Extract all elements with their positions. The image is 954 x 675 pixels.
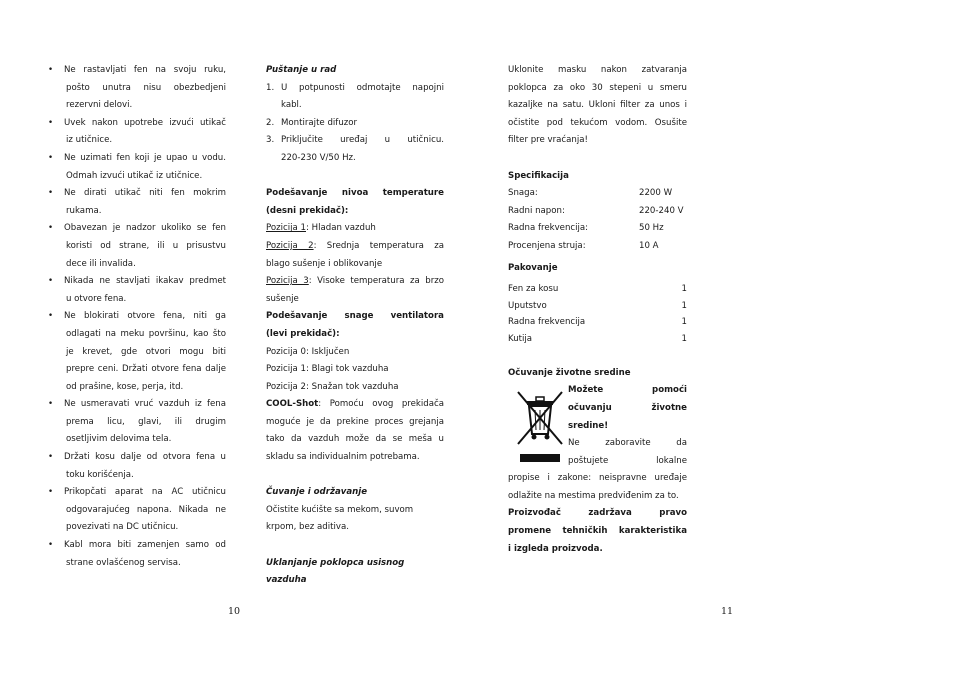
fan-title-2: (levi prekidač): (266, 328, 340, 339)
filter-title-1: Uklanjanje poklopca usisnog (266, 557, 405, 568)
spec-value: 50 Hz (639, 223, 664, 234)
safety-line: rukama. (66, 205, 102, 216)
crossed-bin-icon (508, 382, 568, 470)
safety-list (48, 62, 226, 572)
safety-line: iz utičnice. (66, 135, 113, 146)
spec-title: Specifikacija (508, 170, 569, 181)
bullet-icon: • (48, 188, 54, 199)
spec-row (508, 203, 687, 221)
step-number: 3. (266, 135, 275, 146)
fan-pos-2: Pozicija 2: Snažan tok vazduha (266, 381, 399, 392)
safety-item (48, 308, 226, 396)
safety-line: osetljivim delovima tela. (66, 434, 172, 445)
safety-line: Ne uzimati fen koji je upao u vodu. (64, 152, 226, 163)
pack-qty: 1 (681, 284, 687, 295)
pack-title: Pakovanje (508, 262, 558, 273)
cool-shot-line-4: skladu sa individualnim potrebama. (266, 452, 420, 463)
pack-table (508, 281, 687, 347)
fan-pos-1: Pozicija 1: Blagi tok vazduha (266, 364, 389, 375)
pack-qty: 1 (681, 333, 687, 344)
safety-line: od prašine, kose, perja, itd. (66, 381, 184, 392)
spec-row (508, 238, 687, 256)
bullet-icon: • (48, 487, 54, 498)
page-number-left: 10 (228, 606, 241, 617)
safety-line: prepre ceni. Držati otvore fena dalje (66, 364, 226, 375)
filter-line-1: Uklonite masku nakon zatvaranja (508, 65, 687, 75)
bullet-icon: • (48, 117, 54, 128)
safety-line: toku korišćenja. (66, 469, 134, 480)
temp-title-2: (desni prekidač): (266, 205, 349, 216)
spec-key: Snaga: (508, 188, 538, 199)
bullet-icon: • (48, 399, 54, 410)
maker-line-3: i izgleda proizvoda. (508, 543, 603, 554)
cool-shot-line-2: moguće je da prekine proces grejanja (266, 416, 444, 427)
pack-qty: 1 (681, 317, 687, 328)
care-line-1: Očistite kućište sa mekom, suvom (266, 504, 414, 515)
step-number: 2. (266, 117, 275, 128)
temp-pos-2: Pozicija 2: Srednja temperatura za (266, 240, 444, 251)
operation-column (266, 62, 444, 590)
env-bold-1: Možete pomoći (568, 385, 687, 396)
spec-value: 10 A (639, 240, 659, 251)
step-line: Montirajte difuzor (281, 117, 358, 128)
cool-shot-line-1: COOL-Shot: Pomoću ovog prekidača (266, 399, 444, 410)
env-bold-2: očuvanju životne (568, 402, 687, 413)
pack-item: Uputstvo (508, 300, 547, 311)
spec-key: Radna frekvencija: (508, 223, 589, 234)
safety-line: povezivati na DC utičnicu. (66, 522, 179, 533)
env-title: Očuvanje životne sredine (508, 367, 631, 378)
pack-row (508, 331, 687, 348)
safety-item (48, 150, 226, 185)
spec-value: 220-240 V (639, 205, 684, 216)
safety-line: Obavezan je nadzor ukoliko se fen (64, 223, 226, 234)
env-line-1: Ne zaboravite da (568, 438, 687, 449)
fan-title-1: Podešavanje snage ventilatora (266, 311, 444, 322)
bullet-icon: • (48, 65, 54, 75)
spec-row (508, 185, 687, 203)
spec-key: Radni napon: (508, 205, 565, 216)
safety-column (48, 62, 226, 572)
safety-line: koristi od strane, ili u prisustvu (66, 240, 226, 251)
fan-pos-0: Pozicija 0: Isključen (266, 346, 350, 357)
pack-qty: 1 (681, 300, 687, 311)
spec-table (508, 185, 687, 255)
temp-pos-3-cont: sušenje (266, 293, 299, 304)
env-line-2: poštujete lokalne (568, 455, 687, 466)
start-step (266, 80, 444, 115)
pack-row (508, 314, 687, 331)
safety-line: prema licu, glavi, ili drugim (66, 416, 226, 427)
temp-pos-1: Pozicija 1: Hladan vazduh (266, 223, 376, 234)
safety-item (48, 115, 226, 150)
safety-line: Ne rastavljati fen na svoju ruku, (64, 65, 226, 75)
safety-line: rezervni delovi. (66, 100, 133, 111)
pack-row (508, 298, 687, 315)
bullet-icon: • (48, 276, 54, 287)
safety-item (48, 220, 226, 273)
safety-item (48, 396, 226, 449)
cool-shot-line-3: tako da vazduh može da se meša u (266, 434, 444, 445)
safety-line: odgovarajućeg napona. Nikada ne (66, 504, 226, 515)
care-title: Čuvanje i održavanje (266, 487, 368, 498)
start-steps (266, 80, 444, 168)
safety-line: odlagati na meku površinu, kao što (66, 328, 226, 339)
maker-line-1: Proizvođač zadržava pravo (508, 508, 687, 519)
start-step (266, 115, 444, 133)
pack-item: Fen za kosu (508, 284, 559, 295)
safety-line: u otvore fena. (66, 293, 127, 304)
spec-key: Procenjena struja: (508, 240, 586, 251)
pack-item: Kutija (508, 333, 533, 344)
spec-value: 2200 W (639, 188, 673, 199)
env-line-4: odlažite na mestima predviđenim za to. (508, 490, 679, 501)
safety-line: Ne usmeravati vruć vazduh iz fena (64, 399, 226, 410)
safety-line: je krevet, gde otvori mogu biti (66, 346, 226, 357)
pack-item: Radna frekvencija (508, 317, 586, 328)
filter-line-5: filter pre vraćanja! (508, 135, 588, 146)
safety-line: Nikada ne stavljati ikakav predmet (64, 276, 226, 287)
filter-title-2: vazduha (266, 575, 307, 586)
safety-line: strane ovlašćenog servisa. (66, 557, 181, 568)
temp-pos-3: Pozicija 3: Visoke temperatura za brzo (266, 276, 445, 287)
step-line: kabl. (281, 100, 302, 111)
bullet-icon: • (48, 311, 54, 322)
care-line-2: krpom, bez aditiva. (266, 522, 349, 533)
spec-row (508, 220, 687, 238)
env-bold-3: sredine! (568, 420, 609, 431)
spec-column (508, 62, 687, 558)
pack-row (508, 281, 687, 298)
start-title: Puštanje u rad (266, 65, 337, 75)
bullet-icon: • (48, 540, 54, 551)
page-number-right: 11 (721, 606, 734, 617)
start-step (266, 132, 444, 167)
safety-line: pošto unutra nisu obezbedjeni (66, 82, 226, 93)
step-line: U potpunosti odmotajte napojni (281, 82, 444, 93)
temp-title-1: Podešavanje nivoa temperature (266, 188, 444, 199)
bullet-icon: • (48, 452, 54, 463)
filter-line-2: poklopca za oko 30 stepeni u smeru (508, 82, 687, 93)
temp-pos-2-cont: blago sušenje i oblikovanje (266, 258, 383, 269)
filter-line-4: očistite pod tekućom vodom. Osušite (508, 117, 687, 128)
safety-item (48, 484, 226, 537)
safety-line: Ne blokirati otvore fena, niti ga (64, 311, 226, 322)
filter-line-3: kazaljke na satu. Ukloni filter za unos i (508, 100, 687, 111)
safety-item (48, 449, 226, 484)
safety-item (48, 185, 226, 220)
step-number: 1. (266, 82, 275, 93)
safety-line: Odmah izvući utikač iz utičnice. (66, 170, 203, 181)
safety-item (48, 62, 226, 115)
env-line-3: propise i zakone: neispravne uređaje (508, 473, 687, 484)
safety-line: Držati kosu dalje od otvora fena u (64, 452, 226, 463)
step-line: Priključite uređaj u utičnicu. (281, 135, 444, 146)
safety-line: dece ili invalida. (66, 258, 136, 269)
safety-line: Kabl mora biti zamenjen samo od (64, 540, 226, 551)
safety-line: Uvek nakon upotrebe izvući utikač (64, 117, 226, 128)
maker-line-2: promene tehničkih karakteristika (508, 526, 687, 537)
safety-line: Ne dirati utikač niti fen mokrim (64, 188, 226, 199)
step-line: 220-230 V/50 Hz. (281, 152, 356, 163)
bullet-icon: • (48, 152, 54, 163)
bullet-icon: • (48, 223, 54, 234)
safety-item (48, 273, 226, 308)
safety-item (48, 537, 226, 572)
safety-line: Prikopčati aparat na AC utičnicu (64, 487, 226, 498)
